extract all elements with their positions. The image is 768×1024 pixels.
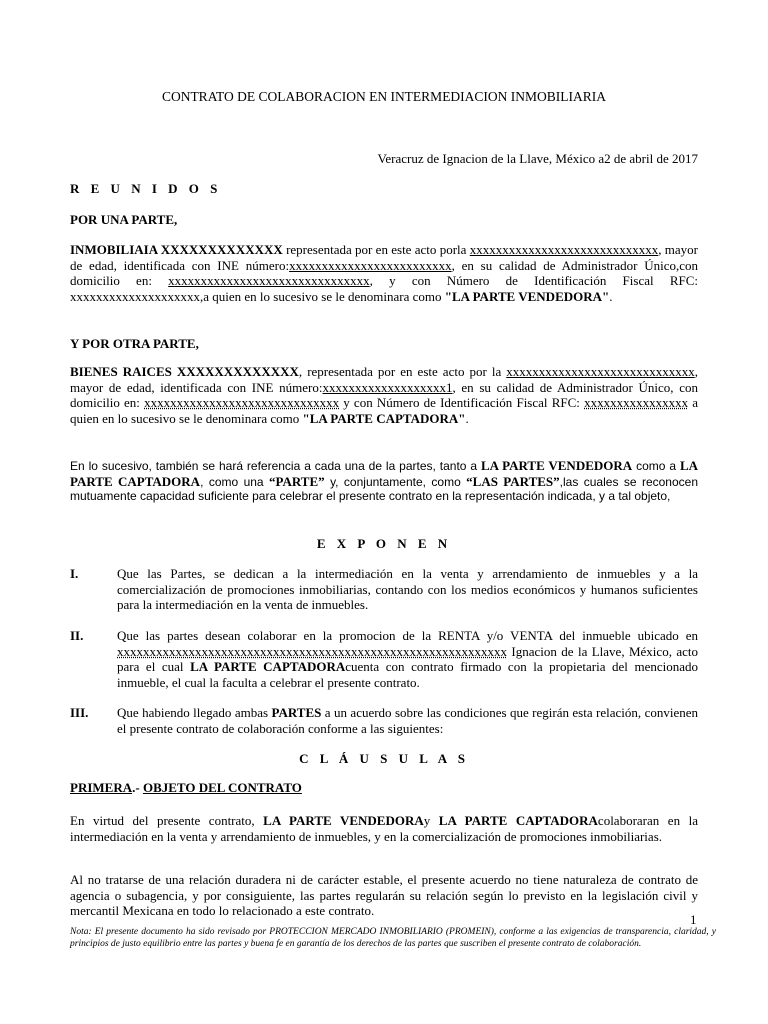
- parte1-ine: xxxxxxxxxxxxxxxxxxxxxxxxx: [289, 257, 452, 273]
- parte1-domicilio: xxxxxxxxxxxxxxxxxxxxxxxxxxxxxxx: [168, 273, 370, 289]
- sucesivo-paragraph: En lo sucesivo, también se hará referencia a cada una de la partes, tanto a LA PARTE VENDEDORA como a LA PARTE CAPTADORA, como una “PARTE” y, conjuntamente, como “LAS PARTES”,las cuales se reconocen mutuamente capacidad suficiente para celebrar el presente contrato en la representación indicada, y a tal objeto,: [70, 458, 698, 504]
- primera-heading: PRIMERA.- OBJETO DEL CONTRATO: [70, 780, 302, 795]
- page-number: 1: [690, 912, 697, 927]
- item3-text: Que habiendo llegado ambas PARTES a un acuerdo sobre las condiciones que regirán esta relación, convienen el presente contrato de colaboración conforme a las siguientes:: [117, 705, 698, 736]
- parte-captadora-paragraph: BIENES RAICES XXXXXXXXXXXXX, representada por en este acto por la xxxxxxxxxxxxxxxxxxxxxxxxxxxxx, mayor de edad, identificada con INE número:xxxxxxxxxxxxxxxxxxx1, en su calidad de Administrador Único, con domicilio en: xxxxxxxxxxxxxxxxxxxxxxxxxxxxxx y con Número de Identificación Fiscal RFC: xxxxxxxxxxxxxxxx a quien en lo sucesivo se le denominara como "LA PARTE CAPTADORA".: [70, 364, 699, 426]
- item1-text: Que las Partes, se dedican a la intermediación en la venta y arrendamiento de inmuebles y a la comercialización de promociones inmobiliarias, contando con los medios económicos y humanos suficientes para la intermediación en la venta de inmuebles.: [117, 566, 698, 613]
- exponen-heading: E X P O N E N: [316, 536, 452, 551]
- parte-vendedora-paragraph: INMOBILIAIA XXXXXXXXXXXXX representada por en este acto porla xxxxxxxxxxxxxxxxxxxxxxxxxxxxx, mayor de edad, identificada con INE número:xxxxxxxxxxxxxxxxxxxxxxxxx, en su calidad de Administrador Único,con domicilio en: xxxxxxxxxxxxxxxxxxxxxxxxxxxxxxx, y con Número de Identificación Fiscal RFC: xxxxxxxxxxxxxxxxxxxx,a quien en lo sucesivo se le denominara como "LA PARTE VENDEDORA".: [70, 242, 699, 304]
- por-otra-parte-heading: Y POR OTRA PARTE,: [70, 336, 199, 351]
- footer-note: Nota: El presente documento ha sido revisado por PROTECCION MERCADO INMOBILIARIO (PROMEIN), conforme a las exigencias de transparencia, claridad, y principios de justo equilibrio entre las partes y buena fe en garantía de los derechos de las partes que suscriben el presente contrato de colaboración.: [70, 927, 716, 949]
- parte2-domicilio: xxxxxxxxxxxxxxxxxxxxxxxxxxxxxx: [144, 395, 340, 411]
- parte2-name: BIENES RAICES XXXXXXXXXXXXX: [70, 364, 299, 379]
- reunidos-heading: R E U N I D O S: [70, 181, 222, 196]
- por-una-parte-heading: POR UNA PARTE,: [70, 212, 178, 227]
- parte1-name: INMOBILIAIA XXXXXXXXXXXXX: [70, 242, 283, 257]
- parte2-alias: "LA PARTE CAPTADORA": [302, 410, 466, 426]
- virtud-paragraph: En virtud del presente contrato, LA PARTE VENDEDORAy LA PARTE CAPTADORAcolaboraran en la intermediación en la venta y arrendamiento de inmuebles, y en la comercialización de promociones inmobiliarias.: [70, 813, 698, 844]
- parte1-alias: "LA PARTE VENDEDORA": [444, 288, 610, 304]
- parte2-rep: xxxxxxxxxxxxxxxxxxxxxxxxxxxxx: [506, 364, 695, 379]
- parte1-rep: xxxxxxxxxxxxxxxxxxxxxxxxxxxxx: [469, 242, 659, 257]
- parte2-ine: xxxxxxxxxxxxxxxxxxx1: [322, 379, 453, 395]
- parte2-rfc: xxxxxxxxxxxxxxxx: [584, 395, 689, 411]
- item3-number: III.: [70, 705, 89, 720]
- clausulas-heading: C L Á U S U L A S: [299, 751, 469, 766]
- item2-text: Que las partes desean colaborar en la promocion de la RENTA y/o VENTA del inmueble ubicado en xxxxxxxxxxxxxxxxxxxxxxxxxxxxxxxxxxxxxxxxxxxxxxxxxxxxxxxxxxxx Ignacion de la Llave, México, acto para el cual LA PARTE CAPTADORAcuenta con contrato firmado con la propietaria del mencionado inmueble, el cual la faculta a celebrar el presente contrato.: [117, 628, 699, 690]
- place-date: Veracruz de Ignacion de la Llave, México a2 de abril de 2017: [377, 151, 698, 166]
- item2-address: xxxxxxxxxxxxxxxxxxxxxxxxxxxxxxxxxxxxxxxxxxxxxxxxxxxxxxxxxxxx: [117, 643, 507, 659]
- item2-number: II.: [70, 628, 84, 643]
- document-title: CONTRATO DE COLABORACION EN INTERMEDIACION INMOBILIARIA: [161, 89, 607, 104]
- item1-number: I.: [70, 566, 79, 581]
- no-duradera-paragraph: Al no tratarse de una relación duradera ni de carácter estable, el presente acuerdo no tiene naturaleza de contrato de agencia o subagencia, y por consiguiente, las partes regularán su relación según lo previsto en la legislación civil y mercantil Mexicana en todo lo relacionado a este contrato.: [70, 872, 698, 919]
